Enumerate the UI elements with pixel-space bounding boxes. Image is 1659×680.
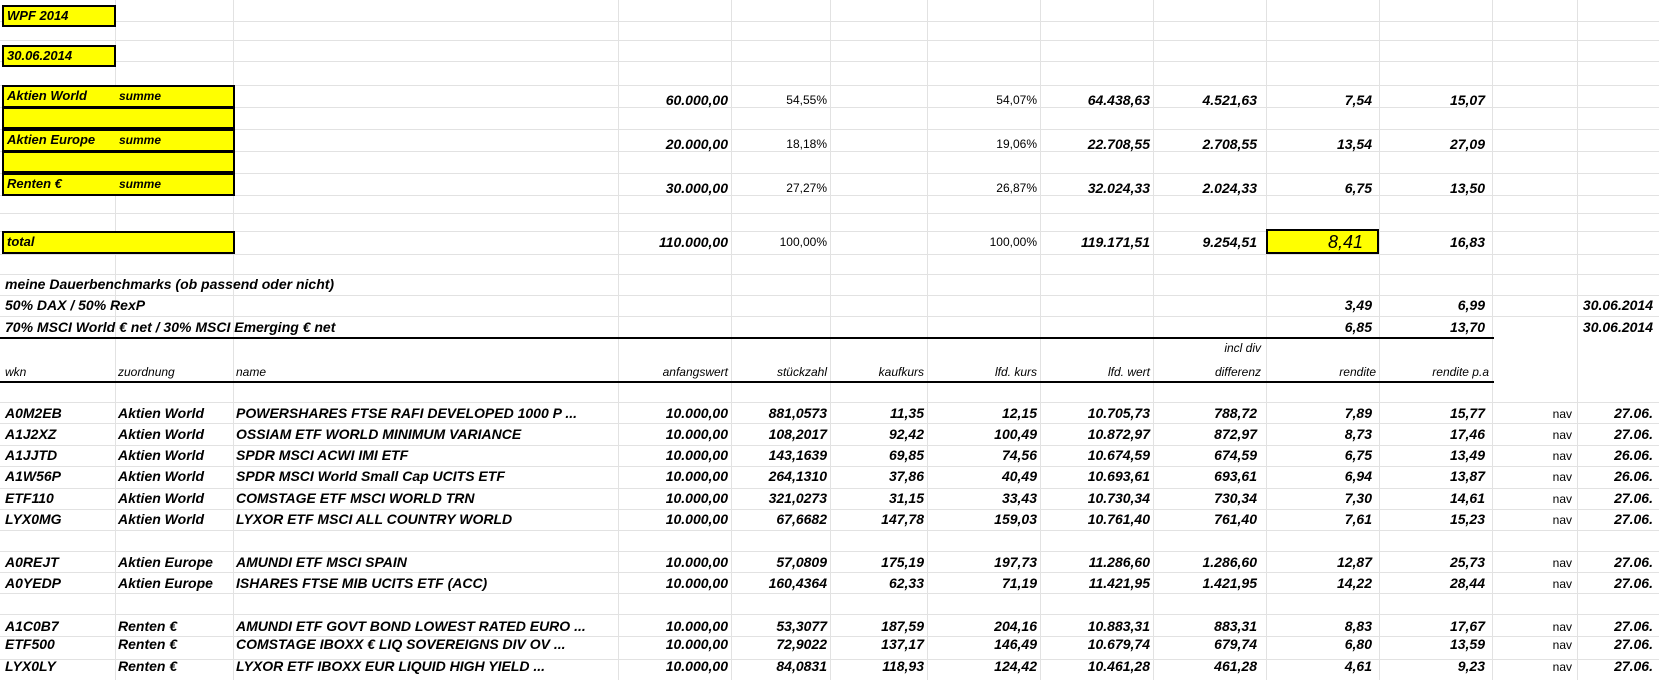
col-header-anfangswert[interactable]: anfangswert [662,365,728,379]
total-label[interactable]: total [2,231,235,254]
summary-differenz[interactable]: 2.708,55 [1202,136,1257,152]
cell-lfd-wert[interactable]: 10.679,74 [1087,636,1150,652]
cell-name[interactable]: LYXOR ETF IBOXX EUR LIQUID HIGH YIELD ... [236,658,546,674]
total-pct2[interactable]: 100,00% [989,235,1037,249]
col-header-kaufkurs[interactable]: kaufkurs [878,365,924,379]
cell-zuordnung[interactable]: Aktien Europe [118,575,213,591]
cell-anfangswert[interactable]: 10.000,00 [665,490,728,506]
cell-name[interactable]: ISHARES FTSE MIB UCITS ETF (ACC) [236,575,488,591]
row-gridline [0,509,1659,510]
cell-rendite-pa[interactable]: 15,23 [1449,511,1485,527]
cell-differenz[interactable]: 1.421,95 [1202,575,1257,591]
col-header-rendite[interactable]: rendite [1339,365,1376,379]
cell-zuordnung[interactable]: Renten € [118,658,178,674]
benchmark-rendite[interactable]: 6,85 [1344,319,1372,335]
cell-source[interactable]: nav [1552,513,1572,527]
total-anfangswert[interactable]: 110.000,00 [658,234,728,250]
cell-source[interactable]: nav [1552,577,1572,591]
summary-lfd-wert[interactable]: 22.708,55 [1087,136,1150,152]
row-gridline [0,61,1659,62]
row-gridline [0,129,1659,130]
incl-div-note: incl div [1224,341,1261,355]
cell-date[interactable]: 27.06. [1614,426,1653,442]
cell-anfangswert[interactable]: 10.000,00 [665,618,728,634]
cell-lfd-kurs[interactable]: 12,15 [1001,405,1037,421]
cell-zuordnung[interactable]: Aktien World [118,426,205,442]
total-rendite: 8,41 [1327,232,1363,252]
cell-rendite[interactable]: 8,73 [1344,426,1372,442]
cell-name[interactable]: SPDR MSCI World Small Cap UCITS ETF [236,468,505,484]
summary-lfd-wert[interactable]: 32.024,33 [1087,180,1150,196]
cell-differenz[interactable]: 1.286,60 [1202,554,1257,570]
cell-kaufkurs[interactable]: 69,85 [888,447,924,463]
cell-zuordnung[interactable]: Aktien World [118,405,205,421]
row-gridline [0,231,1659,232]
total-pct1[interactable]: 100,00% [779,235,827,249]
cell-zuordnung[interactable]: Aktien World [118,511,205,527]
cell-source[interactable]: nav [1552,638,1572,652]
cell-lfd-wert[interactable]: 10.761,40 [1087,511,1150,527]
cell-kaufkurs[interactable]: 31,15 [888,490,924,506]
cell-zuordnung[interactable]: Renten € [118,618,178,634]
cell-wkn[interactable]: LYX0LY [5,658,56,674]
row-gridline [0,40,1659,41]
cell-lfd-wert[interactable]: 10.674,59 [1087,447,1150,463]
cell-rendite[interactable]: 7,30 [1344,490,1372,506]
cell-zuordnung[interactable]: Aktien World [118,468,205,484]
cell-differenz[interactable]: 679,74 [1214,636,1257,652]
summary-anfangswert[interactable]: 30.000,00 [665,180,728,196]
cell-wkn[interactable]: A1C0B7 [5,618,59,634]
cell-wkn[interactable]: A1J2XZ [5,426,57,442]
benchmark-date[interactable]: 30.06.2014 [1582,297,1653,313]
cell-wkn[interactable]: ETF500 [5,636,55,652]
cell-stueckzahl[interactable]: 84,0831 [776,658,827,674]
cell-date[interactable]: 27.06. [1614,554,1653,570]
cell-date[interactable]: 27.06. [1614,511,1653,527]
cell-rendite-pa[interactable]: 13,59 [1449,636,1485,652]
cell-name[interactable]: OSSIAM ETF WORLD MINIMUM VARIANCE [236,426,522,442]
cell-lfd-kurs[interactable]: 146,49 [994,636,1037,652]
summary-label-aktien-world[interactable]: Aktien World summe [2,85,235,108]
cell-lfd-wert[interactable]: 10.872,97 [1087,426,1150,442]
cell-source[interactable]: nav [1552,407,1572,421]
col-header-zuordnung[interactable]: zuordnung [118,365,175,379]
col-header-wkn[interactable]: wkn [5,365,27,379]
cell-lfd-wert[interactable]: 10.883,31 [1087,618,1150,634]
cell-wkn[interactable]: A1JJTD [5,447,58,463]
cell-differenz[interactable]: 883,31 [1214,618,1257,634]
row-gridline [0,530,1659,531]
cell-anfangswert[interactable]: 10.000,00 [665,575,728,591]
row-gridline [0,213,1659,214]
summary-anfangswert[interactable]: 20.000,00 [665,136,728,152]
title-cell[interactable]: WPF 2014 [2,5,116,27]
cell-rendite-pa[interactable]: 17,46 [1449,426,1485,442]
cell-kaufkurs[interactable]: 147,78 [881,511,924,527]
total-lfd-wert[interactable]: 119.171,51 [1080,234,1150,250]
cell-stueckzahl[interactable]: 321,0273 [768,490,827,506]
cell-stueckzahl[interactable]: 881,0573 [768,405,827,421]
cell-name[interactable]: AMUNDI ETF MSCI SPAIN [236,554,407,570]
cell-lfd-kurs[interactable]: 74,56 [1001,447,1037,463]
row-gridline [0,21,1659,22]
row-gridline [0,402,1659,403]
header-bottom-border [0,381,1494,383]
cell-kaufkurs[interactable]: 187,59 [881,618,924,634]
cell-name[interactable]: POWERSHARES FTSE RAFI DEVELOPED 1000 P ... [236,405,577,421]
row-gridline [0,551,1659,552]
cell-anfangswert[interactable]: 10.000,00 [665,658,728,674]
summary-pct1[interactable]: 18,18% [786,137,827,151]
cell-anfangswert[interactable]: 10.000,00 [665,554,728,570]
summary-spacer [2,107,235,129]
cell-stueckzahl[interactable]: 53,3077 [776,618,827,634]
cell-rendite[interactable]: 7,61 [1344,511,1372,527]
cell-stueckzahl[interactable]: 67,6682 [776,511,827,527]
cell-stueckzahl[interactable]: 264,1310 [768,468,827,484]
cell-stueckzahl[interactable]: 57,0809 [776,554,827,570]
cell-lfd-kurs[interactable]: 71,19 [1001,575,1037,591]
summary-rendite[interactable]: 13,54 [1336,136,1372,152]
cell-lfd-wert[interactable]: 11.421,95 [1088,575,1150,591]
cell-anfangswert[interactable]: 10.000,00 [665,468,728,484]
cell-date[interactable]: 27.06. [1614,405,1653,421]
col-header-differenz[interactable]: differenz [1214,365,1261,379]
cell-differenz[interactable]: 730,34 [1214,490,1257,506]
cell-rendite[interactable]: 6,75 [1344,447,1372,463]
row-gridline [0,572,1659,573]
cell-rendite[interactable]: 7,89 [1344,405,1372,421]
cell-rendite[interactable]: 12,87 [1336,554,1372,570]
cell-lfd-wert[interactable]: 10.730,34 [1087,490,1150,506]
row-gridline [0,614,1659,615]
cell-stueckzahl[interactable]: 72,9022 [776,636,827,652]
cell-lfd-wert[interactable]: 11.286,60 [1088,554,1150,570]
cell-source[interactable]: nav [1552,492,1572,506]
cell-name[interactable]: AMUNDI ETF GOVT BOND LOWEST RATED EURO ... [236,618,586,634]
col-header-rendite-pa[interactable]: rendite p.a [1432,365,1489,379]
cell-lfd-kurs[interactable]: 40,49 [1001,468,1037,484]
total-rendite-box[interactable] [1266,229,1379,254]
benchmark-name: 50% DAX / 50% RexP [5,297,146,313]
summary-rendite-pa[interactable]: 15,07 [1449,92,1485,108]
row-gridline [0,173,1659,174]
cell-zuordnung[interactable]: Aktien World [118,447,205,463]
cell-zuordnung[interactable]: Renten € [118,636,178,652]
cell-name[interactable]: LYXOR ETF MSCI ALL COUNTRY WORLD [236,511,513,527]
summary-pct2[interactable]: 26,87% [996,181,1037,195]
row-gridline [0,423,1659,424]
cell-wkn[interactable]: A0M2EB [5,405,62,421]
summary-pct2[interactable]: 19,06% [996,137,1037,151]
cell-lfd-wert[interactable]: 10.705,73 [1087,405,1150,421]
cell-rendite[interactable]: 8,83 [1344,618,1372,634]
cell-date[interactable]: 27.06. [1614,490,1653,506]
cell-rendite-pa[interactable]: 17,67 [1449,618,1485,634]
cell-date[interactable]: 27.06. [1614,636,1653,652]
cell-date[interactable]: 26.06. [1614,468,1653,484]
col-header-lfd-wert[interactable]: lfd. wert [1107,365,1150,379]
summary-label-renten[interactable]: Renten € summe [2,173,235,196]
cell-date[interactable]: 27.06. [1614,618,1653,634]
cell-kaufkurs[interactable]: 92,42 [888,426,924,442]
cell-wkn[interactable]: A0REJT [5,554,59,570]
cell-lfd-kurs[interactable]: 197,73 [994,554,1037,570]
total-differenz[interactable]: 9.254,51 [1202,234,1257,250]
summary-rendite-pa[interactable]: 13,50 [1449,180,1485,196]
row-gridline [0,593,1659,594]
cell-wkn[interactable]: LYX0MG [5,511,62,527]
cell-differenz[interactable]: 761,40 [1214,511,1257,527]
benchmark-rendite-pa[interactable]: 13,70 [1449,319,1485,335]
cell-wkn[interactable]: A0YEDP [5,575,62,591]
cell-kaufkurs[interactable]: 37,86 [888,468,924,484]
header-top-border [0,337,1494,339]
cell-rendite-pa[interactable]: 14,61 [1449,490,1485,506]
cell-rendite[interactable]: 6,94 [1344,468,1372,484]
summary-differenz[interactable]: 4.521,63 [1202,92,1257,108]
cell-lfd-kurs[interactable]: 124,42 [994,658,1037,674]
cell-lfd-wert[interactable]: 10.461,28 [1087,658,1150,674]
cell-differenz[interactable]: 872,97 [1214,426,1257,442]
summary-rendite-pa[interactable]: 27,09 [1449,136,1485,152]
col-header-name[interactable]: name [236,365,267,379]
total-rendite-pa[interactable]: 16,83 [1449,234,1485,250]
summary-pct1[interactable]: 54,55% [786,93,827,107]
benchmark-rendite[interactable]: 3,49 [1344,297,1372,313]
col-header-stueckzahl[interactable]: stückzahl [776,365,827,379]
cell-date[interactable]: 26.06. [1614,447,1653,463]
row-gridline [0,254,1659,255]
row-gridline [0,445,1659,446]
cell-rendite-pa[interactable]: 13,87 [1449,468,1485,484]
cell-rendite-pa[interactable]: 15,77 [1449,405,1485,421]
summary-rendite[interactable]: 7,54 [1344,92,1372,108]
cell-source[interactable]: nav [1552,428,1572,442]
summary-pct1[interactable]: 27,27% [786,181,827,195]
cell-wkn[interactable]: A1W56P [5,468,62,484]
cell-anfangswert[interactable]: 10.000,00 [665,447,728,463]
summary-rendite[interactable]: 6,75 [1344,180,1372,196]
cell-rendite-pa[interactable]: 9,23 [1457,658,1485,674]
row-gridline [0,488,1659,489]
cell-rendite[interactable]: 4,61 [1344,658,1372,674]
summary-pct2[interactable]: 54,07% [996,93,1037,107]
benchmarks-title: meine Dauerbenchmarks (ob passend oder nicht) [5,276,335,292]
cell-name[interactable]: COMSTAGE ETF MSCI WORLD TRN [236,490,475,506]
cell-stueckzahl[interactable]: 143,1639 [768,447,827,463]
row-gridline [0,274,1659,275]
cell-stueckzahl[interactable]: 160,4364 [768,575,827,591]
cell-rendite[interactable]: 14,22 [1336,575,1372,591]
cell-kaufkurs[interactable]: 175,19 [881,554,924,570]
cell-rendite-pa[interactable]: 28,44 [1449,575,1485,591]
row-gridline [0,466,1659,467]
cell-differenz[interactable]: 461,28 [1214,658,1257,674]
summary-spacer [2,151,235,173]
cell-kaufkurs[interactable]: 11,35 [890,405,924,421]
cell-name[interactable]: SPDR MSCI ACWI IMI ETF [236,447,409,463]
cell-source[interactable]: nav [1552,556,1572,570]
cell-kaufkurs[interactable]: 62,33 [888,575,924,591]
summary-anfangswert[interactable]: 60.000,00 [665,92,728,108]
summary-lfd-wert[interactable]: 64.438,63 [1087,92,1150,108]
cell-source[interactable]: nav [1552,660,1572,674]
date-cell[interactable]: 30.06.2014 [2,45,116,67]
cell-source[interactable]: nav [1552,449,1572,463]
cell-anfangswert[interactable]: 10.000,00 [665,405,728,421]
cell-date[interactable]: 27.06. [1614,658,1653,674]
cell-zuordnung[interactable]: Aktien Europe [118,554,213,570]
summary-differenz[interactable]: 2.024,33 [1202,180,1257,196]
cell-kaufkurs[interactable]: 137,17 [881,636,924,652]
cell-anfangswert[interactable]: 10.000,00 [665,636,728,652]
cell-kaufkurs[interactable]: 118,93 [882,658,924,674]
benchmark-rendite-pa[interactable]: 6,99 [1457,297,1485,313]
benchmark-date[interactable]: 30.06.2014 [1582,319,1653,335]
benchmark-name: 70% MSCI World € net / 30% MSCI Emerging € net [5,319,336,335]
summary-label-aktien-europe[interactable]: Aktien Europe summe [2,129,235,152]
cell-source[interactable]: nav [1552,470,1572,484]
cell-differenz[interactable]: 674,59 [1214,447,1257,463]
cell-lfd-kurs[interactable]: 159,03 [994,511,1037,527]
cell-rendite-pa[interactable]: 25,73 [1449,554,1485,570]
cell-rendite[interactable]: 6,80 [1344,636,1372,652]
cell-wkn[interactable]: ETF110 [5,490,54,506]
cell-anfangswert[interactable]: 10.000,00 [665,426,728,442]
cell-zuordnung[interactable]: Aktien World [118,490,205,506]
cell-lfd-kurs[interactable]: 100,49 [994,426,1037,442]
cell-lfd-kurs[interactable]: 204,16 [994,618,1037,634]
cell-name[interactable]: COMSTAGE IBOXX € LIQ SOVEREIGNS DIV OV ... [236,636,566,652]
cell-source[interactable]: nav [1552,620,1572,634]
cell-date[interactable]: 27.06. [1614,575,1653,591]
cell-differenz[interactable]: 788,72 [1214,405,1257,421]
col-header-lfd-kurs[interactable]: lfd. kurs [994,365,1037,379]
cell-differenz[interactable]: 693,61 [1214,468,1257,484]
cell-rendite-pa[interactable]: 13,49 [1449,447,1485,463]
row-gridline [0,295,1659,296]
cell-lfd-wert[interactable]: 10.693,61 [1087,468,1150,484]
cell-lfd-kurs[interactable]: 33,43 [1001,490,1037,506]
cell-anfangswert[interactable]: 10.000,00 [665,511,728,527]
row-gridline [0,316,1659,317]
row-gridline [0,85,1659,86]
cell-stueckzahl[interactable]: 108,2017 [768,426,827,442]
